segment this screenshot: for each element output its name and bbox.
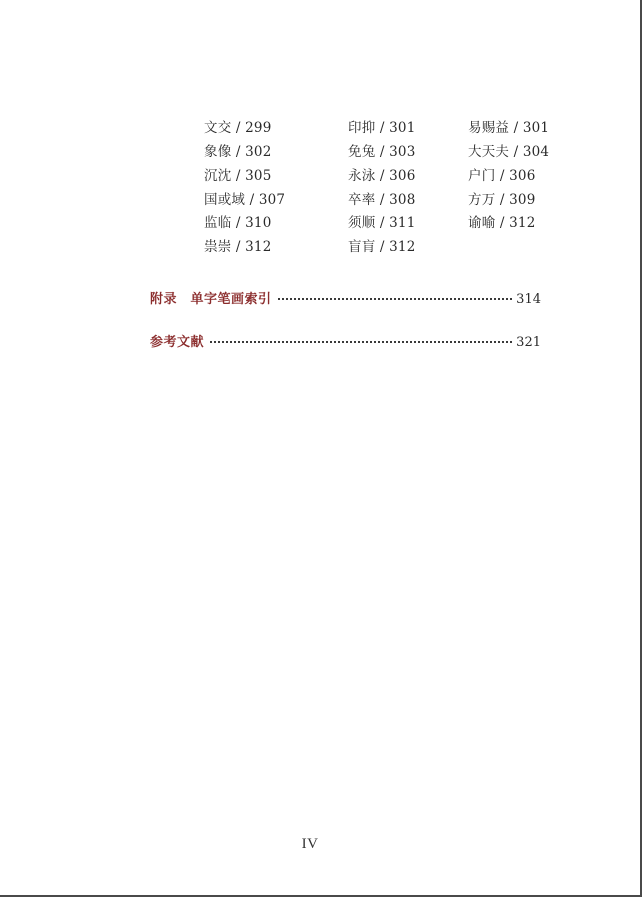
entry-item: 盲肓 / 312: [348, 239, 416, 255]
entry-item: 大天夫 / 304: [468, 144, 550, 160]
entry-item: 象像 / 302: [204, 144, 272, 160]
entry-item: 方万 / 309: [468, 192, 536, 208]
entry-item: 永泳 / 306: [348, 168, 416, 184]
entry-item: 文交 / 299: [204, 120, 272, 136]
toc-entry-appendix[interactable]: [150, 288, 541, 306]
entry-item: 须顺 / 311: [348, 215, 416, 231]
entry-item: 印抑 / 301: [348, 120, 416, 136]
entry-item: 免兔 / 303: [348, 144, 416, 160]
toc-entry-title: 附录 单字笔画索引: [150, 292, 272, 307]
toc-entry-page: 321: [516, 335, 541, 350]
entry-item: 卒率 / 308: [348, 192, 416, 208]
entry-item: 沉沈 / 305: [204, 168, 272, 184]
entry-item: 谕喻 / 312: [468, 215, 536, 231]
entry-item: 户门 / 306: [468, 168, 536, 184]
toc-entry-references[interactable]: [150, 331, 541, 349]
entry-item: 监临 / 310: [204, 215, 272, 231]
dot-leader: [278, 298, 513, 300]
dot-leader: [210, 341, 512, 343]
toc-entry-title: 参考文献: [150, 335, 205, 350]
entry-item: 祟崇 / 312: [204, 239, 272, 255]
page-number: IV: [301, 836, 319, 852]
entry-item: 国或域 / 307: [204, 192, 286, 208]
character-entry-grid: [0, 0, 644, 260]
toc-entry-page: 314: [516, 292, 541, 307]
entry-item: 易赐益 / 301: [468, 120, 550, 136]
